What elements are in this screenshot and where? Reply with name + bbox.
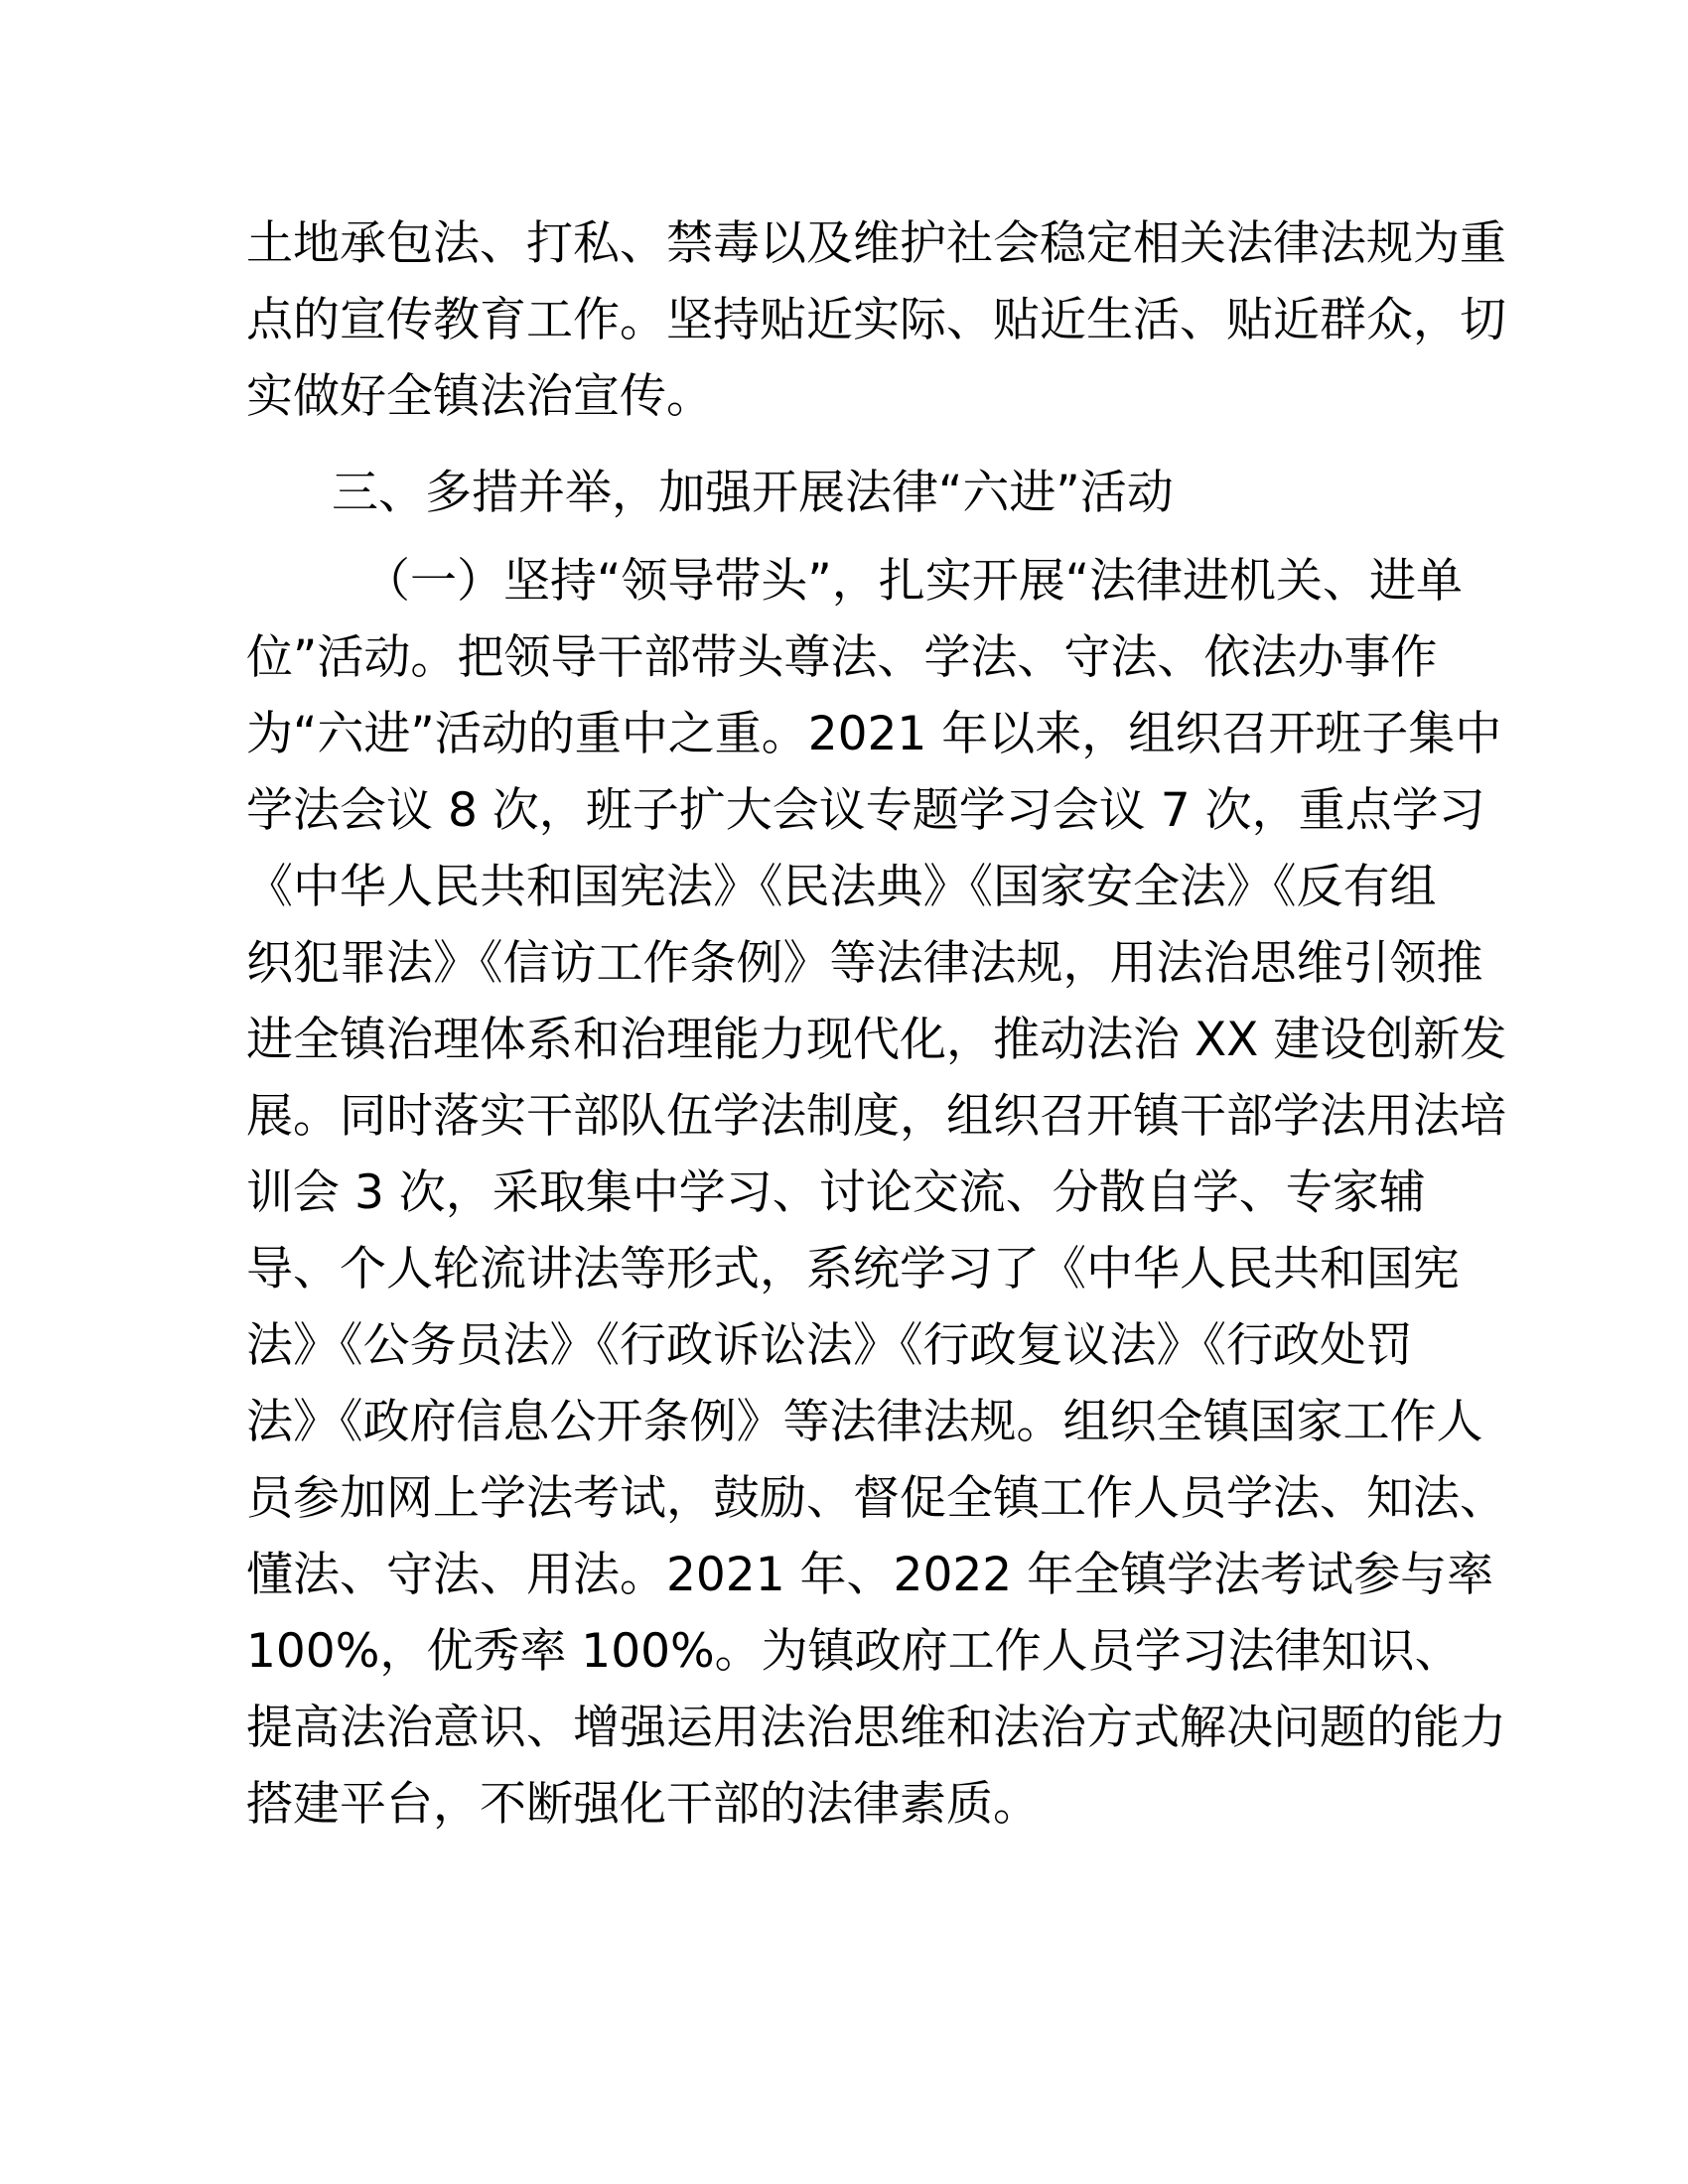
text-line: 提高法治意识、增强运用法治思维和法治方式解决问题的能力	[246, 1701, 1506, 1755]
section-heading-text: 三、多措并举，加强开展法律“六进”活动	[332, 466, 1174, 520]
text-line: 懂法、守法、用法。2021 年、2022 年全镇学法考试参与率	[246, 1548, 1494, 1602]
text-line: 展。同时落实干部队伍学法制度，组织召开镇干部学法用法培	[246, 1089, 1506, 1144]
text-line: 进全镇治理体系和治理能力现代化，推动法治 XX 建设创新发	[246, 1013, 1507, 1067]
text-line: 导、个人轮流讲法等形式，系统学习了《中华人民共和国宪	[246, 1242, 1460, 1297]
text-line: 员参加网上学法考试，鼓励、督促全镇工作人员学法、知法、	[246, 1471, 1506, 1526]
paragraph-top	[246, 205, 1506, 435]
text-line: 法》《政府信息公开条例》等法律法规。组织全镇国家工作人	[246, 1395, 1483, 1449]
text-line: 点的宣传教育工作。坚持贴近实际、贴近生活、贴近群众，切	[246, 293, 1506, 347]
sub-paragraph	[246, 543, 1507, 1843]
text-line: 训会 3 次，采取集中学习、讨论交流、分散自学、专家辅	[246, 1165, 1426, 1220]
text-line: 织犯罪法》《信访工作条例》等法律法规，用法治思维引领推	[246, 936, 1483, 991]
text-line: 《中华人民共和国宪法》《民法典》《国家安全法》《反有组	[246, 860, 1437, 914]
text-line: 为“六进”活动的重中之重。2021 年以来，组织召开班子集中	[246, 707, 1502, 761]
section-heading	[246, 455, 1434, 531]
text-line: 学法会议 8 次，班子扩大会议专题学习会议 7 次，重点学习	[246, 783, 1485, 838]
text-line: 土地承包法、打私、禁毒以及维护社会稳定相关法律法规为重	[246, 216, 1506, 271]
text-line: 搭建平台，不断强化干部的法律素质。	[246, 1777, 1040, 1832]
text-line: 实做好全镇法治宣传。	[246, 369, 713, 424]
text-line: （一）坚持“领导带头”，扎实开展“法律进机关、进单	[363, 554, 1464, 609]
text-line: 100%，优秀率 100%。为镇政府工作人员学习法律知识、	[246, 1624, 1462, 1679]
text-line: 位”活动。把领导干部带头尊法、学法、守法、依法办事作	[246, 630, 1438, 685]
text-line: 法》《公务员法》《行政诉讼法》《行政复议法》《行政处罚	[246, 1318, 1413, 1373]
